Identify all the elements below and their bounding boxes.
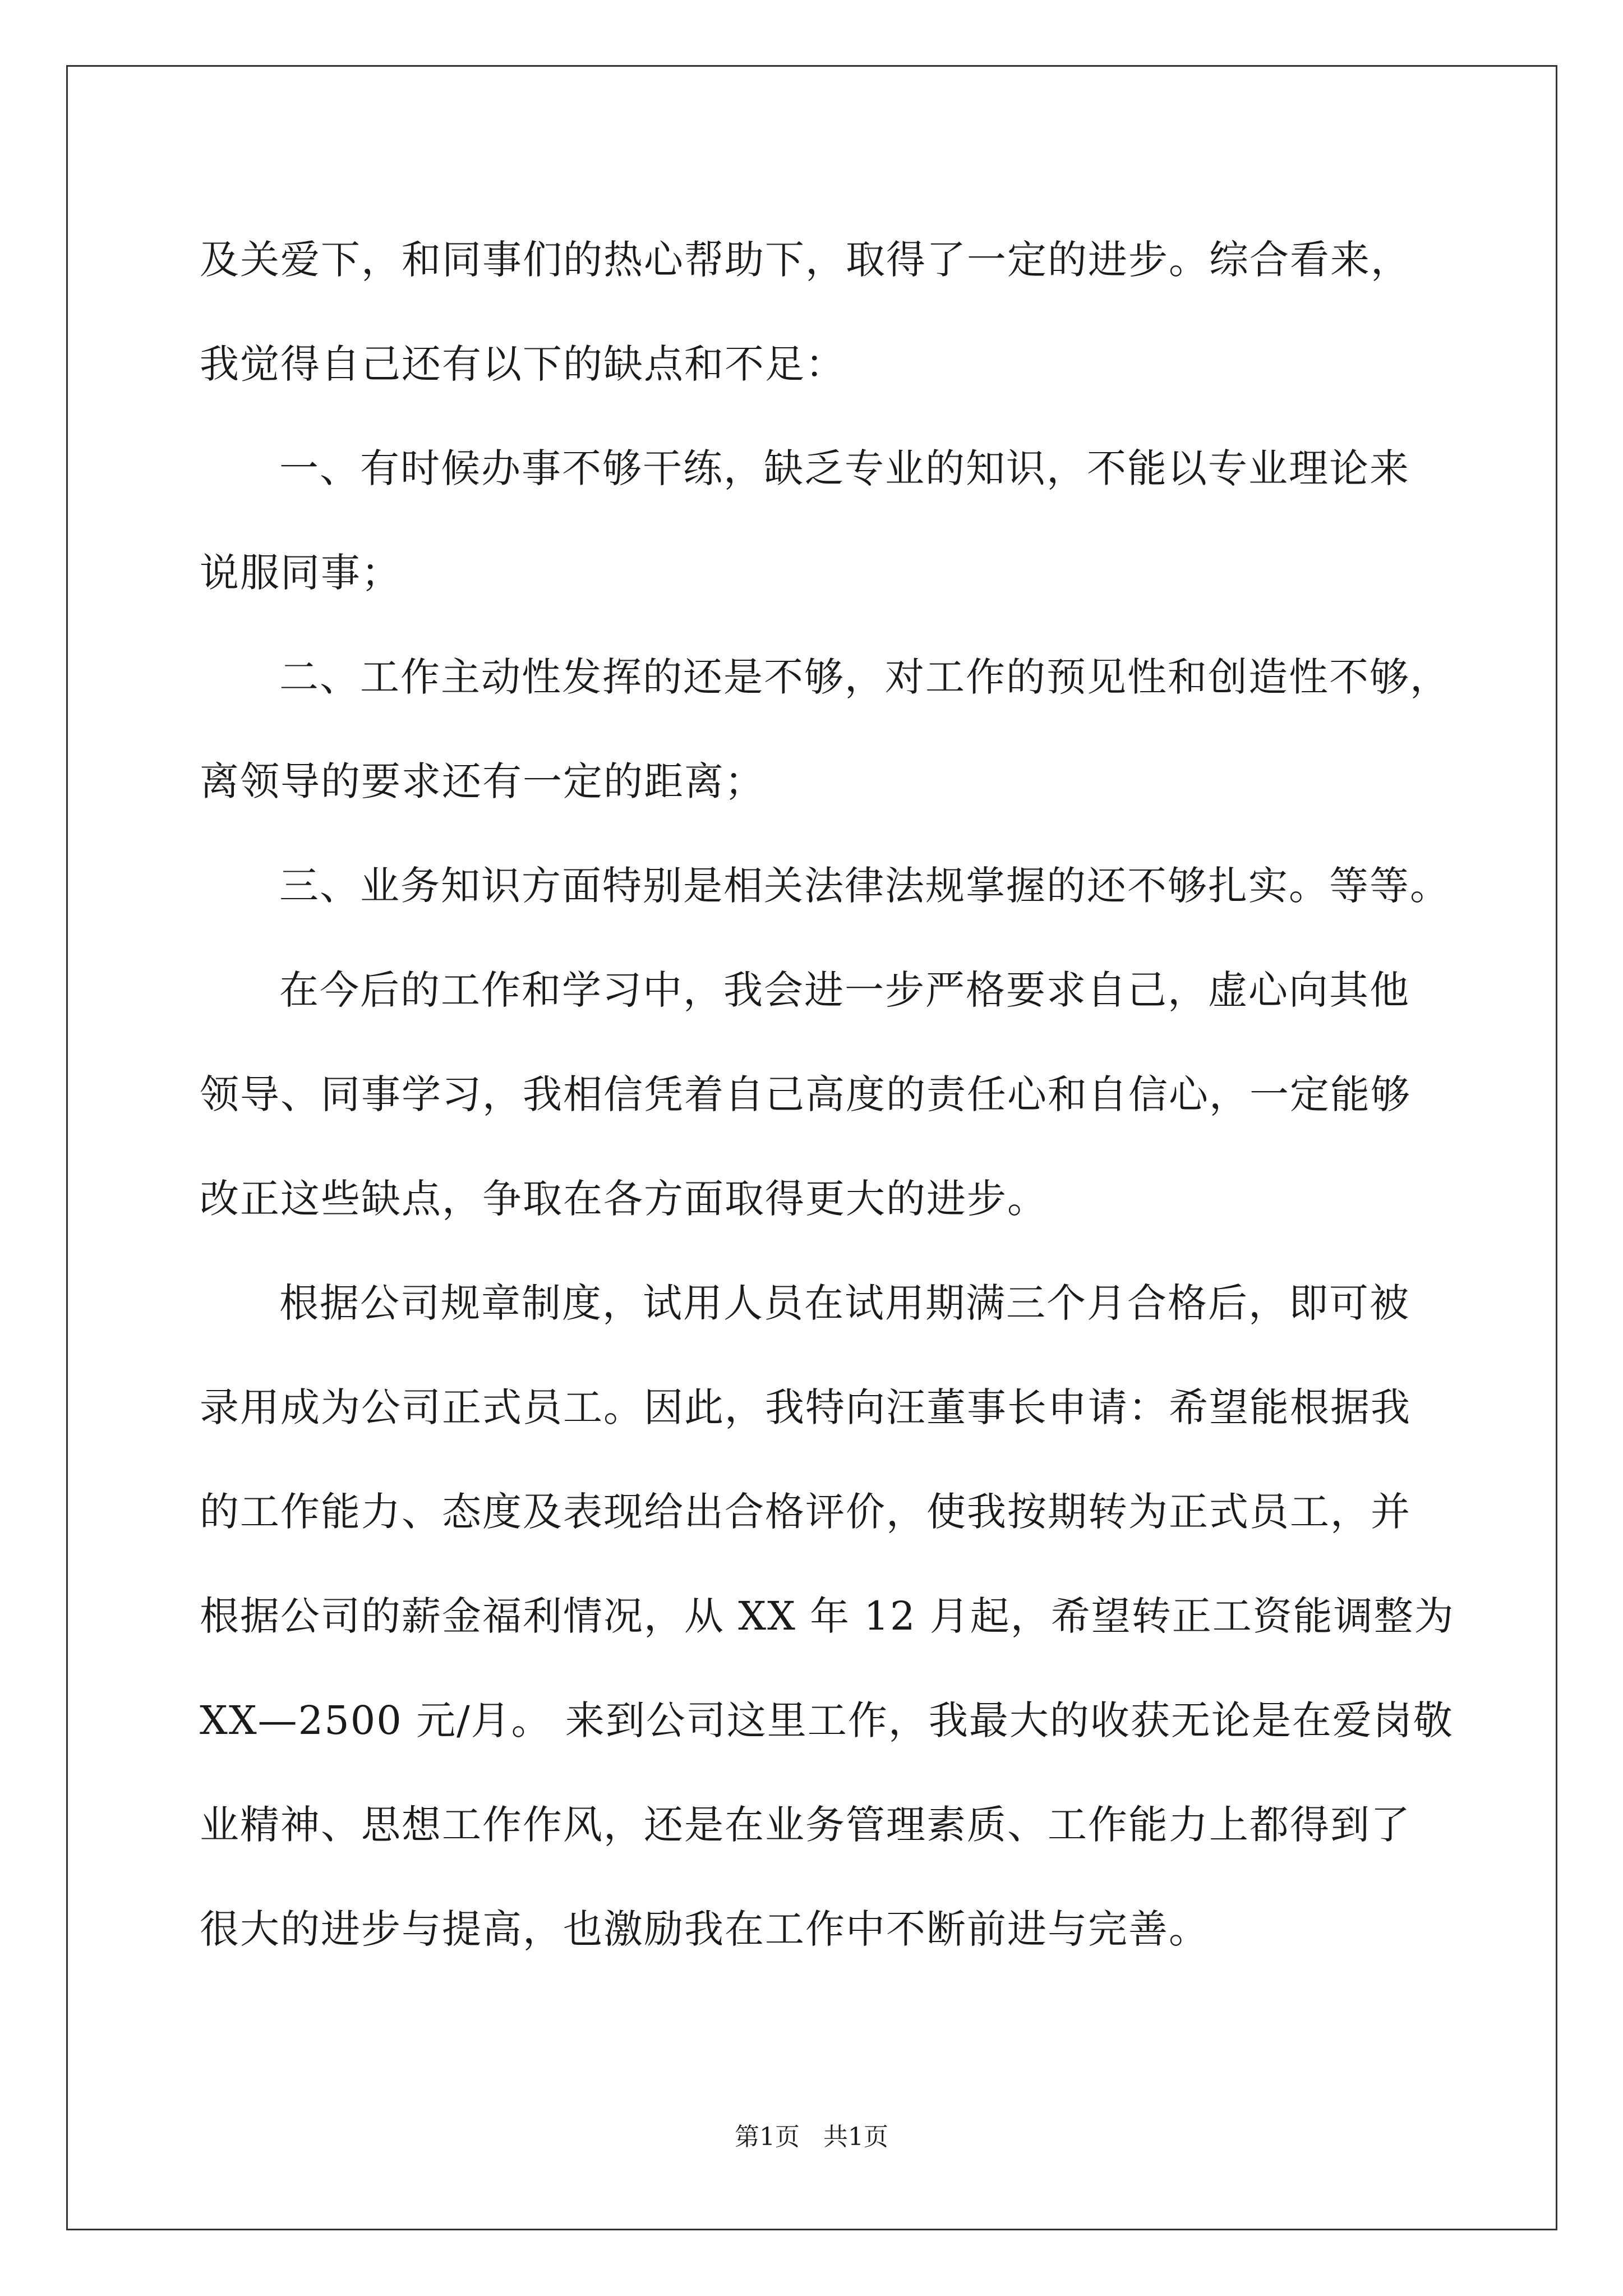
text-line-9: 领导、同事学习，我相信凭着自己高度的责任心和自信心，一定能够 xyxy=(200,1071,1411,1117)
text-line-7: 三、业务知识方面特别是相关法律法规掌握的还不够扎实。等等。 xyxy=(279,863,1450,909)
text-line-11: 根据公司规章制度，试用人员在试用期满三个月合格后，即可被 xyxy=(279,1280,1410,1326)
text-line-17: 很大的进步与提高，也激励我在工作中不断前进与完善。 xyxy=(200,1906,1209,1952)
text-line-16: 业精神、思想工作作风，还是在业务管理素质、工作能力上都得到了 xyxy=(200,1802,1411,1848)
text-line-2: 我觉得自己还有以下的缺点和不足： xyxy=(200,341,846,387)
document-body xyxy=(200,208,1456,1981)
text-line-1: 及关爱下，和同事们的热心帮助下，取得了一定的进步。综合看来， xyxy=(200,237,1411,283)
text-line-12: 录用成为公司正式员工。因此，我特向汪董事长申请：希望能根据我 xyxy=(200,1384,1411,1430)
text-line-10: 改正这些缺点，争取在各方面取得更大的进步。 xyxy=(200,1176,1048,1222)
page-number-footer: 第1页 共1页 xyxy=(735,2123,888,2151)
text-line-15: XX—2500 元/月。 来到公司这里工作，我最大的收获无论是在爱岗敬 xyxy=(200,1697,1454,1743)
text-line-14: 根据公司的薪金福利情况，从 XX 年 12 月起，希望转正工资能调整为 xyxy=(200,1593,1455,1639)
text-line-3: 一、有时候办事不够干练，缺乏专业的知识，不能以专业理论来 xyxy=(279,445,1410,491)
text-line-6: 离领导的要求还有一定的距离； xyxy=(200,758,765,804)
text-line-4: 说服同事； xyxy=(200,550,402,596)
text-line-13: 的工作能力、态度及表现给出合格评价，使我按期转为正式员工，并 xyxy=(200,1489,1411,1535)
text-line-8: 在今后的工作和学习中，我会进一步严格要求自己，虚心向其他 xyxy=(279,967,1410,1013)
text-line-5: 二、工作主动性发挥的还是不够，对工作的预见性和创造性不够， xyxy=(279,654,1450,700)
